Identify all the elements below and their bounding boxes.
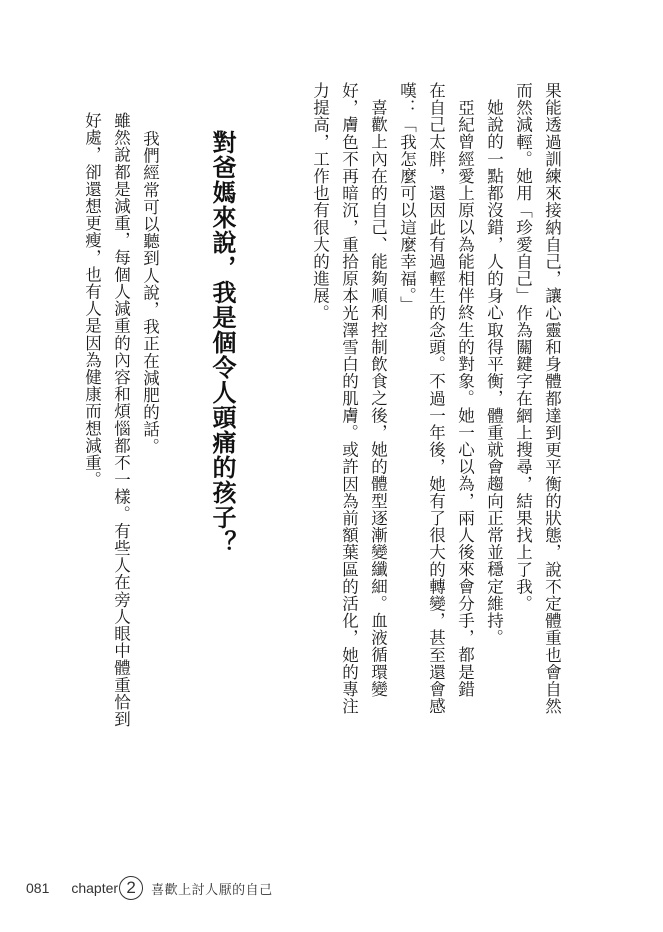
text-column: 喜歡上內在的自己、能夠順利控制飲食之後，她的體型逐漸變纖細。血液循環變: [368, 99, 388, 698]
text-column: 雖然說都是減重，每個人減重的內容和煩惱都不一樣。有些人在旁人眼中體重恰到: [111, 112, 131, 728]
chapter-label: chapter: [71, 880, 119, 896]
text-column: 好，膚色不再暗沉，重拾原本光澤雪白的肌膚。或許因為前額葉區的活化，她的專注: [339, 82, 359, 715]
chapter-number: 2: [126, 878, 136, 897]
text-column: 她說的一點都沒錯，人的身心取得平衡，體重就會趨向正常並穩定維持。: [484, 99, 504, 647]
text-column: 果能透過訓練來接納自己，讓心靈和身體都達到更平衡的狀態，說不定體重也會自然: [542, 82, 562, 715]
chapter-title: 喜歡上討人厭的自己: [151, 882, 273, 898]
text-column: 力提高，工作也有很大的進展。: [310, 82, 330, 322]
section-heading: 對爸媽來說，我是個令人頭痛的孩子？: [208, 130, 237, 555]
page-footer: [26, 868, 273, 908]
text-column: 我們經常可以聽到人說，我正在減肥的話。: [140, 130, 160, 455]
page-number: 081: [26, 880, 50, 896]
text-column: 嘆：「我怎麼可以這麼幸福。」: [397, 82, 417, 314]
text-column: 而然減輕。她用「珍愛自己」作為關鍵字在網上搜尋，結果找上了我。: [513, 82, 533, 613]
text-column: 亞紀曾經愛上原以為能相伴終生的對象。她一心以為，兩人後來會分手，都是錯: [455, 99, 475, 698]
chapter-number-badge: [119, 876, 143, 900]
text-column: 好處，卻還想更瘦，也有人是因為健康而想減重。: [82, 112, 102, 489]
text-column: 在自己太胖，還因此有過輕生的念頭。不過一年後，她有了很大的轉變，甚至還會感: [426, 82, 446, 715]
